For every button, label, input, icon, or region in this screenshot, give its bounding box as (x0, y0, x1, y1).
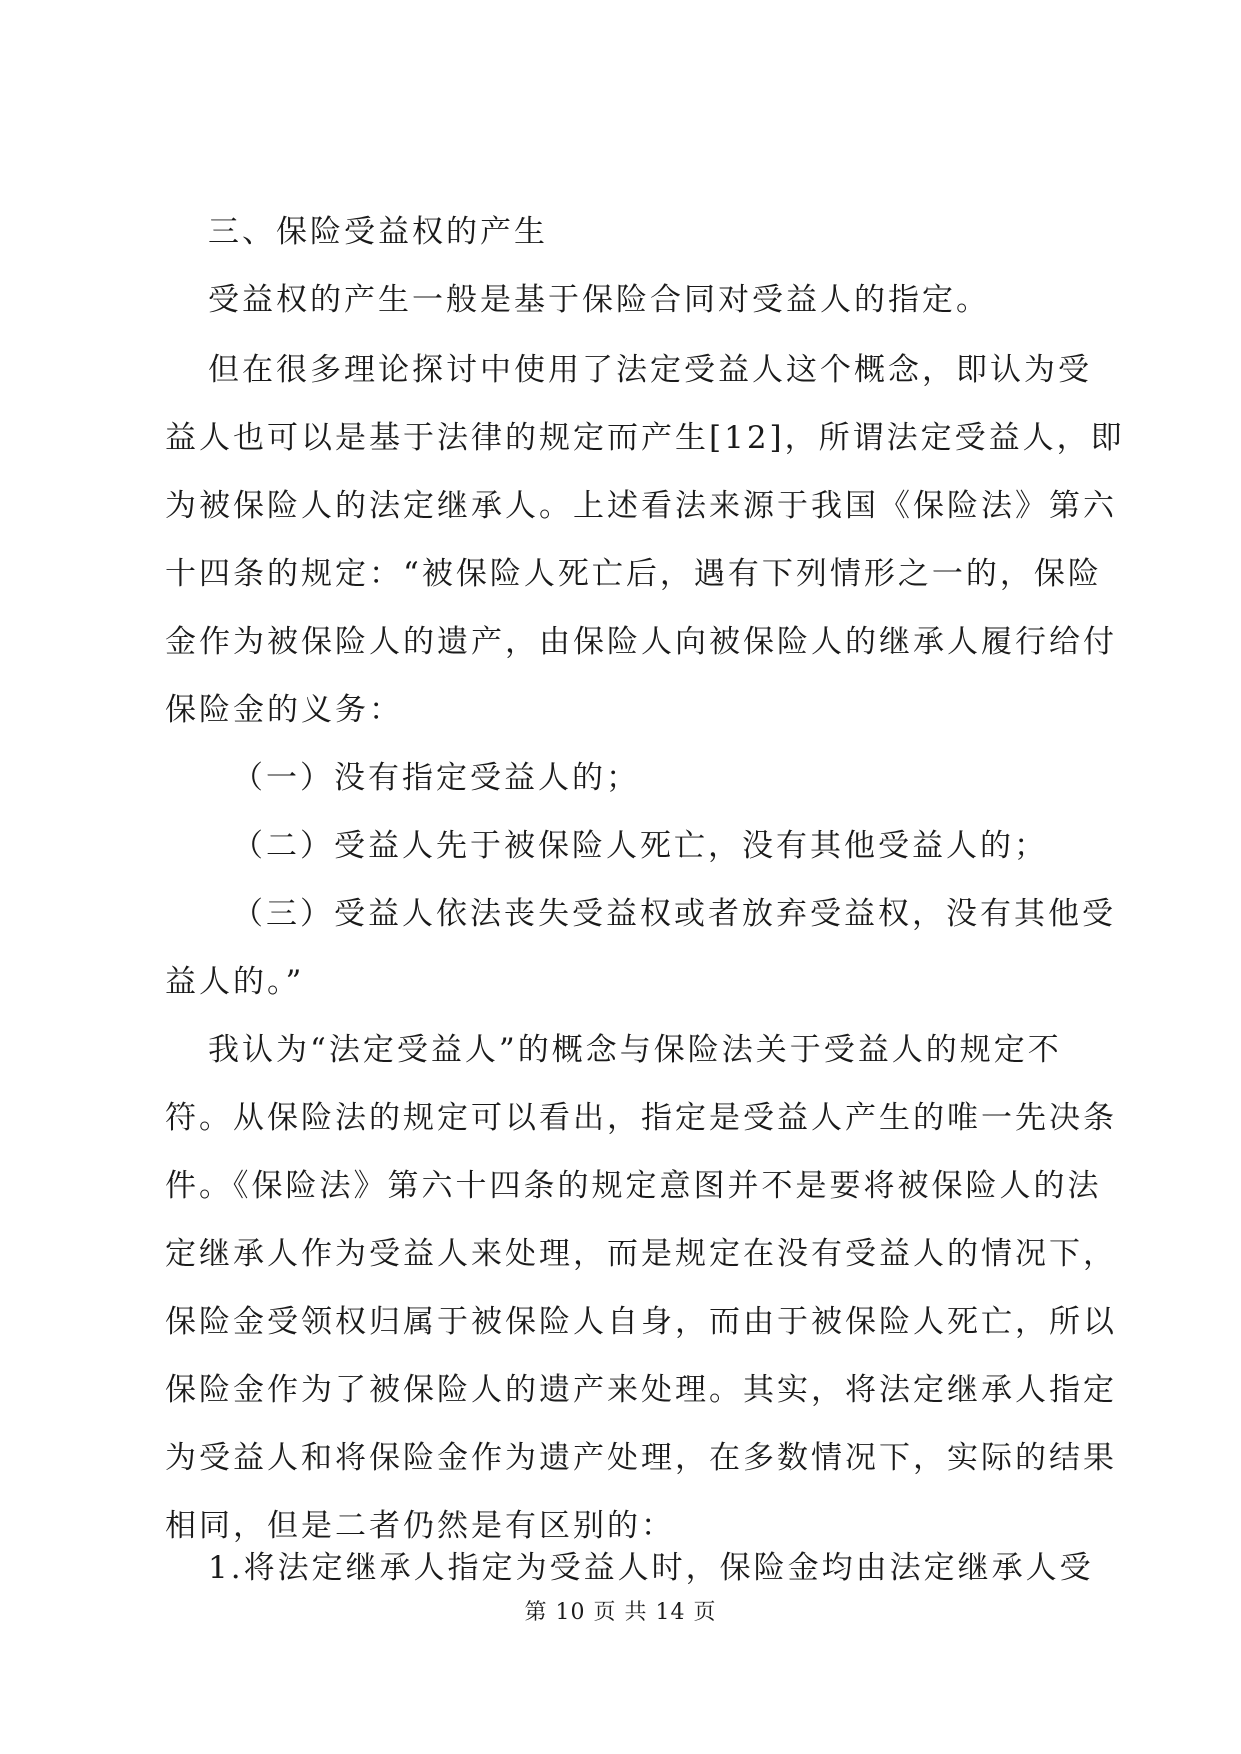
paragraph-line: 保险金作为了被保险人的遗产来处理。其实，将法定继承人指定 (165, 1372, 1117, 1408)
paragraph-line: 益人的。” (165, 964, 305, 1000)
paragraph-line: 保险金的义务： (165, 692, 403, 728)
paragraph-line: 益人也可以是基于法律的规定而产生[12]，所谓法定受益人，即 (165, 420, 1125, 456)
paragraph-line: 但在很多理论探讨中使用了法定受益人这个概念，即认为受 (208, 352, 1092, 388)
section-heading: 三、保险受益权的产生 (208, 214, 548, 250)
paragraph-line: 为受益人和将保险金作为遗产处理，在多数情况下，实际的结果 (165, 1440, 1117, 1476)
paragraph-line: 金作为被保险人的遗产，由保险人向被保险人的继承人履行给付 (165, 624, 1117, 660)
paragraph-line: 十四条的规定：“被保险人死亡后，遇有下列情形之一的，保险 (165, 556, 1102, 592)
numbered-item: 1.将法定继承人指定为受益人时，保险金均由法定继承人受 (208, 1550, 1094, 1586)
paragraph-line: 我认为“法定受益人”的概念与保险法关于受益人的规定不 (208, 1032, 1062, 1068)
paragraph-line: 符。从保险法的规定可以看出，指定是受益人产生的唯一先决条 (165, 1100, 1117, 1136)
paragraph-line: 为被保险人的法定继承人。上述看法来源于我国《保险法》第六 (165, 488, 1117, 524)
paragraph-line: 件。《保险法》第六十四条的规定意图并不是要将被保险人的法 (165, 1168, 1102, 1204)
paragraph-line: 定继承人作为受益人来处理，而是规定在没有受益人的情况下， (165, 1236, 1117, 1272)
page-footer: 第 10 页 共 14 页 (524, 1600, 717, 1625)
list-item: （三）受益人依法丧失受益权或者放弃受益权，没有其他受 (232, 896, 1116, 932)
list-item: （二）受益人先于被保险人死亡，没有其他受益人的； (232, 828, 1048, 864)
paragraph-line: 保险金受领权归属于被保险人自身，而由于被保险人死亡，所以 (165, 1304, 1117, 1340)
list-item: （一）没有指定受益人的； (232, 760, 640, 796)
paragraph-line: 相同，但是二者仍然是有区别的： (165, 1508, 675, 1544)
paragraph-line: 受益权的产生一般是基于保险合同对受益人的指定。 (208, 282, 990, 318)
